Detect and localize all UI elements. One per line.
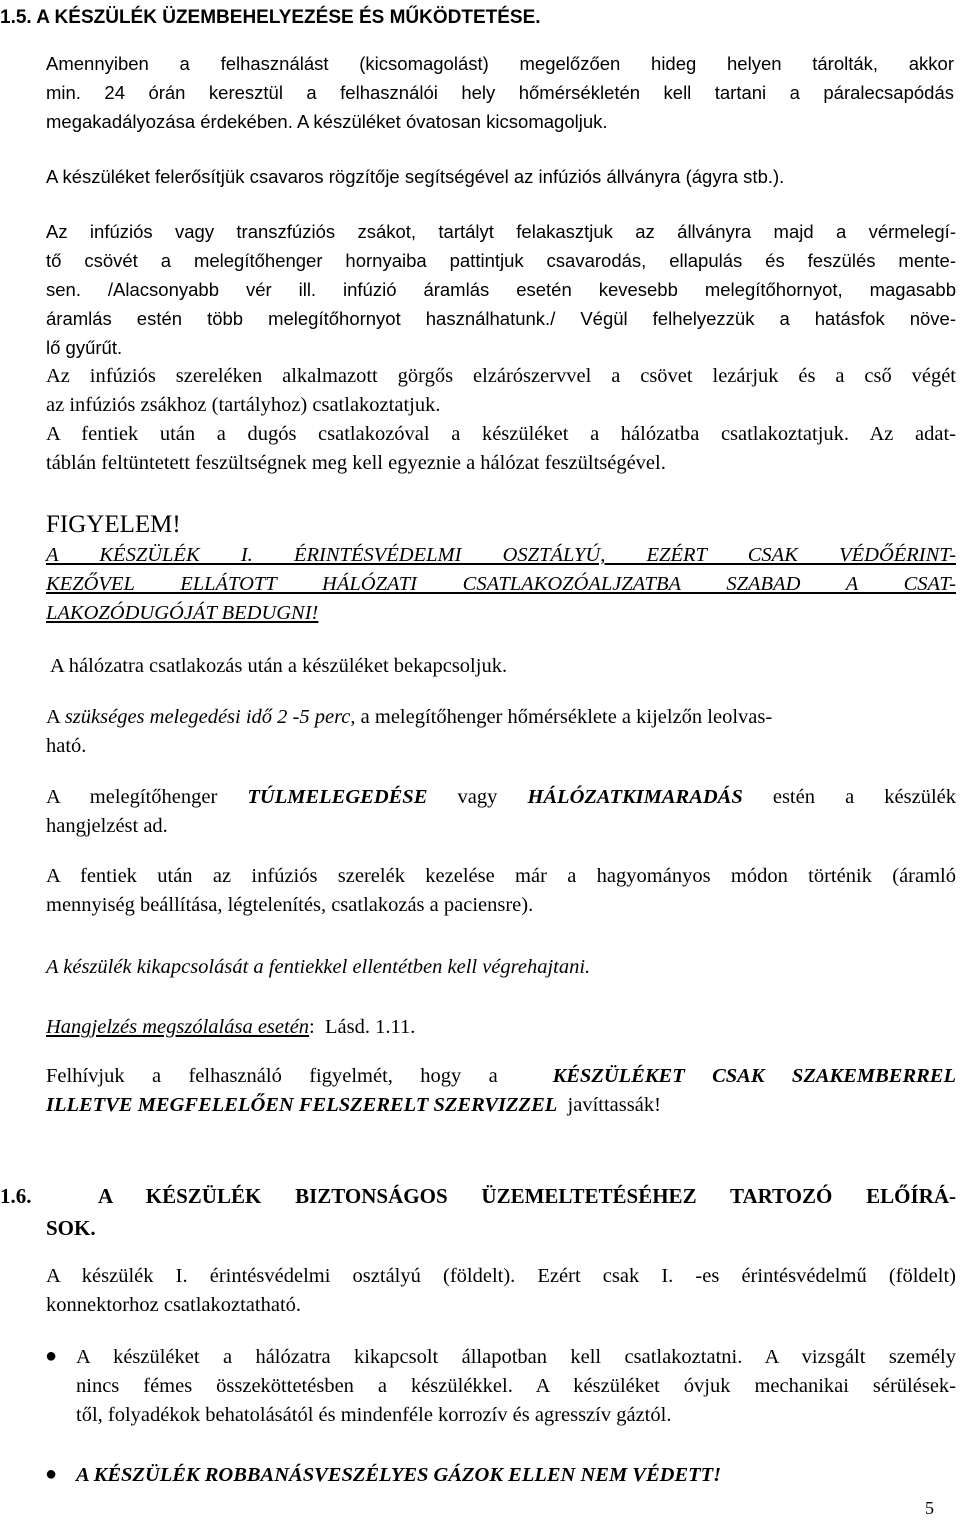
- intro-paragraph: [46, 49, 954, 136]
- class-i-line-1: A készülék I. érintésvédelmi osztályú (földelt). Ezért csak I. -es érintésvédelmű (földelt): [46, 1265, 956, 1287]
- alarm-overheat: TÚLMELEGEDÉSE: [247, 786, 428, 808]
- intro-line-3: megakadályozása érdekében. A készüléket óvatosan kicsomagoljuk.: [46, 111, 608, 132]
- clamp-line-2: az infúziós zsákhoz (tartályhoz) csatlakoztatjuk.: [46, 394, 441, 416]
- plug-paragraph: [46, 420, 956, 478]
- bullet-2-marker: ●: [45, 1463, 58, 1485]
- switch-on-paragraph: A hálózatra csatlakozás után a készüléket bekapcsoljuk.: [50, 655, 508, 677]
- bullet-2-text: A KÉSZÜLÉK ROBBANÁSVESZÉLYES GÁZOK ELLEN NEM VÉDETT!: [76, 1464, 722, 1486]
- plug-line-2: táblán feltüntetett feszültségnek meg kell egyeznie a hálózat feszültségével.: [46, 452, 666, 474]
- warmup-text-a: A: [46, 706, 65, 728]
- alarm-paragraph: [46, 783, 956, 841]
- notice-text-b: javíttassák!: [557, 1094, 661, 1116]
- hang-line-2: tő csövét a melegítőhenger hornyaiba pattintjuk csavarodás, ellapulás és feszülés mente-: [46, 250, 956, 271]
- intro-line-1: Amennyiben a felhasználást (kicsomagolást) megelőzően hideg helyen tárolták, akkor: [46, 53, 954, 74]
- warning-line-3: LAKOZÓDUGÓJÁT BEDUGNI!: [46, 602, 319, 624]
- alarm-line-1: [46, 783, 956, 812]
- alarm-outage: HÁLÓZATKIMARADÁS: [527, 786, 743, 808]
- sound-label: Hangjelzés megszólalása esetén: [46, 1016, 310, 1038]
- intro-line-2: min. 24 órán keresztül a felhasználói hely hőmérsékletén kell tartani a páralecsapódás: [46, 82, 954, 103]
- traditional-line-2: mennyiség beállítása, légtelenítés, csatlakozás a paciensre).: [46, 894, 534, 916]
- alarm-text-b: estén a készülék: [742, 786, 956, 808]
- warmup-paragraph: [46, 703, 956, 761]
- alarm-line-2: hangjelzést ad.: [46, 815, 168, 837]
- sound-colon: :: [309, 1016, 315, 1038]
- bullet-1-line-3: től, folyadékok behatolásától és mindenféle korrozív és agresszív gáztól.: [76, 1404, 672, 1426]
- notice-text-a: Felhívjuk a felhasználó figyelmét, hogy a: [46, 1065, 553, 1087]
- bullet-1-text: [76, 1343, 956, 1430]
- hang-line-5: lő gyűrűt.: [46, 337, 123, 358]
- clamp-paragraph: [46, 362, 956, 420]
- hang-line-1: Az infúziós vagy transzfúziós zsákot, tartályt felakasztjuk az állványra majd a vérmelegí-: [46, 221, 956, 242]
- class-i-paragraph: [46, 1262, 956, 1320]
- alarm-text-mid: vagy: [427, 786, 528, 808]
- traditional-paragraph: [46, 862, 956, 920]
- hang-paragraph: [46, 217, 956, 362]
- switch-off-paragraph: A készülék kikapcsolását a fentiekkel ellentétben kell végrehajtani.: [46, 956, 591, 978]
- warning-block: [46, 541, 956, 628]
- warmup-duration: szükséges melegedési idő 2 -5 perc: [64, 706, 351, 728]
- warning-line-1: A KÉSZÜLÉK I. ÉRINTÉSVÉDELMI OSZTÁLYÚ, EZÉRT CSAK VÉDŐÉRINT-: [46, 544, 956, 566]
- notice-line-1: [46, 1062, 956, 1091]
- warmup-text-b: , a melegítőhenger hőmérséklete a kijelzőn leolvas-: [350, 706, 773, 728]
- warmup-line-2: ható.: [46, 735, 87, 757]
- sound-reference: Lásd. 1.11.: [314, 1016, 416, 1038]
- notice-paragraph: [46, 1062, 956, 1120]
- hang-line-4: áramlás estén több melegítőhornyot használhatunk./ Végül felhelyezzük a hatásfok növe-: [46, 308, 956, 329]
- notice-line-2: [46, 1091, 956, 1120]
- warning-line-3-wrap: [46, 599, 956, 628]
- heading-1-6-line-1: 1.6. A KÉSZÜLÉK BIZTONSÁGOS ÜZEMELTETÉSÉHEZ TARTOZÓ ELŐÍRÁ-: [0, 1184, 956, 1208]
- hang-line-3: sen. /Alacsonyabb vér ill. infúzió áramlás esetén kevesebb melegítőhornyot, magasabb: [46, 279, 956, 300]
- sound-paragraph: [46, 1013, 956, 1042]
- class-i-line-2: konnektorhoz csatlakoztatható.: [46, 1294, 302, 1316]
- warning-title: FIGYELEM!: [46, 511, 181, 538]
- plug-line-1: A fentiek után a dugós csatlakozóval a készüléket a hálózatba csatlakoztatjuk. Az adat-: [46, 423, 956, 445]
- section-heading-1-6: [0, 1180, 956, 1244]
- notice-emphasis-2: ILLETVE MEGFELELŐEN FELSZERELT SZERVIZZEL: [46, 1094, 558, 1116]
- alarm-text-a: A melegítőhenger: [46, 786, 248, 808]
- heading-1-6-line-2: SOK.: [46, 1216, 96, 1240]
- warning-line-2: KEZŐVEL ELLÁTOTT HÁLÓZATI CSATLAKOZÓALJZATBA SZABAD A CSAT-: [46, 573, 956, 595]
- notice-emphasis-1: KÉSZÜLÉKET CSAK SZAKEMBERREL: [552, 1065, 956, 1087]
- page-number: 5: [925, 1498, 934, 1518]
- clamp-line-1: Az infúziós szereléken alkalmazott görgős elzárószervvel a csövet lezárjuk és a cső végét: [46, 365, 956, 387]
- mount-paragraph: A készüléket felerősítjük csavaros rögzítője segítségével az infúziós állványra (ágyra stb.).: [46, 166, 785, 187]
- bullet-1-line-1: A készüléket a hálózatra kikapcsolt állapotban kell csatlakoztatni. A vizsgált személy: [76, 1346, 956, 1368]
- section-heading-1-5: 1.5. A KÉSZÜLÉK ÜZEMBEHELYEZÉSE ÉS MŰKÖDTETÉSE.: [0, 7, 541, 28]
- warmup-line-1: [46, 703, 956, 732]
- traditional-line-1: A fentiek után az infúziós szerelék kezelése már a hagyományos módon történik (áramló: [46, 865, 956, 887]
- bullet-1-marker: ●: [45, 1345, 58, 1367]
- bullet-1-line-2: nincs fémes összeköttetésben a készülékkel. A készüléket óvjuk mechanikai sérülések-: [76, 1375, 956, 1397]
